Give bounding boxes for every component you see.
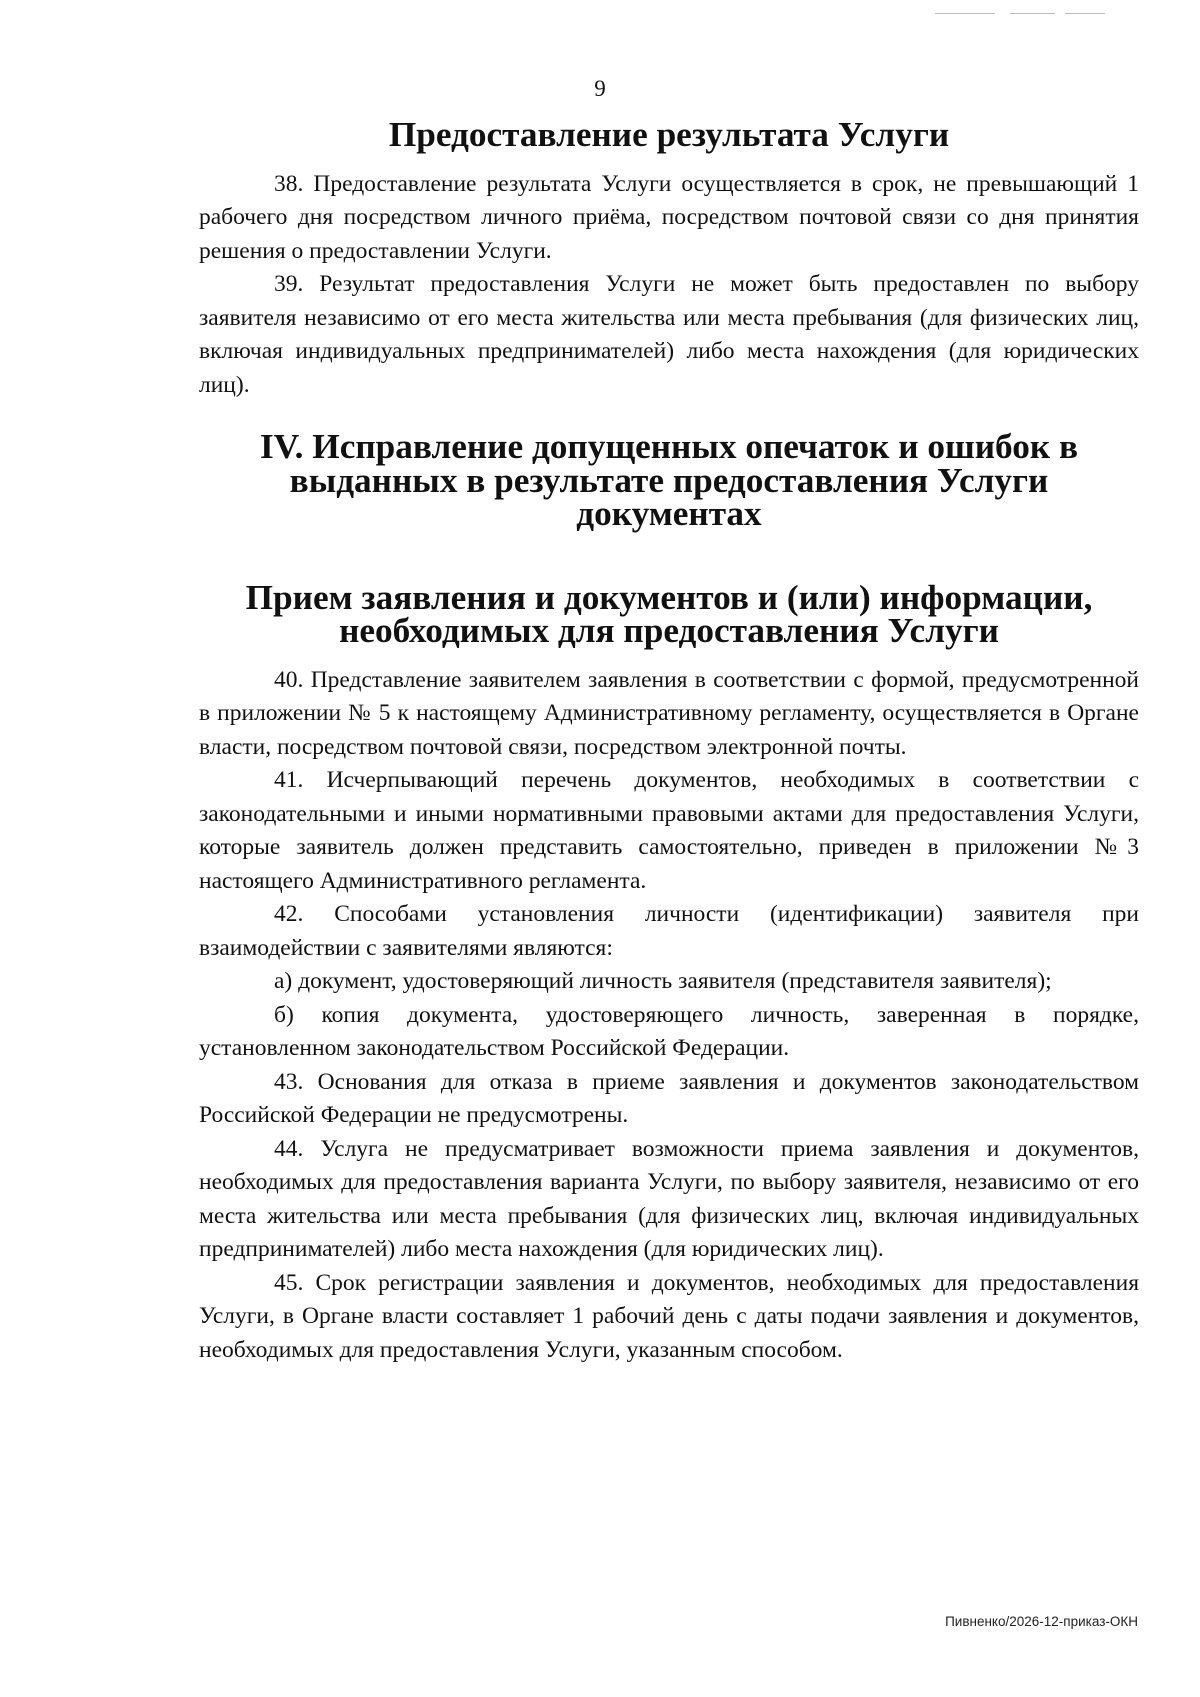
paragraph-41: 41. Исчерпывающий перечень документов, необходимых в соответствии с законодательными и иными нормативными правовыми актами для предоставления Услуги, которые заявитель должен представить самостоятельно, приведен в приложении №3 настоящего Административного регламента. [199, 767, 1139, 894]
section-heading-result-provision: Предоставление результата Услуги [388, 115, 950, 154]
document-footer-code: Пивненко/2026-12-приказ-ОКН [945, 1614, 1138, 1629]
scan-artifact-line [935, 13, 995, 14]
paragraph-44: 44. Услуга не предусматривает возможности приема заявления и документов, необходимых для предоставления варианта Услуги, по выбору заявителя, независимо от его места жительства или места пребывания (для физических лиц, включая индивидуальных предпринимателей) либо места нахождения (для юридических лиц). [199, 1135, 1139, 1262]
paragraph-40: 40. Представление заявителем заявления в соответствии с формой, предусмотренной в приложении № 5 к настоящему Административному регламенту, осуществляется в Органе власти, посредством почтовой связи, посредством электронной почты. [199, 666, 1139, 760]
paragraph-38: 38. Предоставление результата Услуги осуществляется в срок, не превышающий 1 рабочего дня посредством личного приёма, посредством почтовой связи со дня принятия решения о предоставлении Услуги. [199, 170, 1139, 264]
section-heading-iv-corrections: IV. Исправление допущенных опечаток и ошибок в выданных в результате предоставления Услуги документах [260, 427, 1078, 533]
scan-artifact-line [1010, 13, 1055, 14]
paragraph-42: 42. Способами установления личности (идентификации) заявителя при взаимодействии с заявителями являются: [199, 901, 1139, 961]
document-body [199, 115, 1139, 1367]
section-heading-application-intake: Прием заявления и документов и (или) информации, необходимых для предоставления Услуги [245, 577, 1093, 650]
scan-artifact-line [1065, 13, 1105, 14]
paragraph-42-item-b: б) копия документа, удостоверяющего личность, заверенная в порядке, установленном законодательством Российской Федерации. [199, 1001, 1139, 1061]
paragraph-42-item-a: а) документ, удостоверяющий личность заявителя (представителя заявителя); [274, 968, 1052, 994]
paragraph-43: 43. Основания для отказа в приеме заявления и документов законодательством Российской Федерации не предусмотрены. [199, 1068, 1139, 1128]
page-number: 9 [594, 76, 606, 101]
paragraph-45: 45. Срок регистрации заявления и документов, необходимых для предоставления Услуги, в Органе власти составляет 1 рабочий день с даты подачи заявления и документов, необходимых для предоставления Услуги, указанным способом. [199, 1269, 1139, 1363]
paragraph-39: 39. Результат предоставления Услуги не может быть предоставлен по выбору заявителя независимо от его места жительства или места пребывания (для физических лиц, включая индивидуальных предпринимателей) либо места нахождения (для юридических лиц). [199, 271, 1139, 398]
